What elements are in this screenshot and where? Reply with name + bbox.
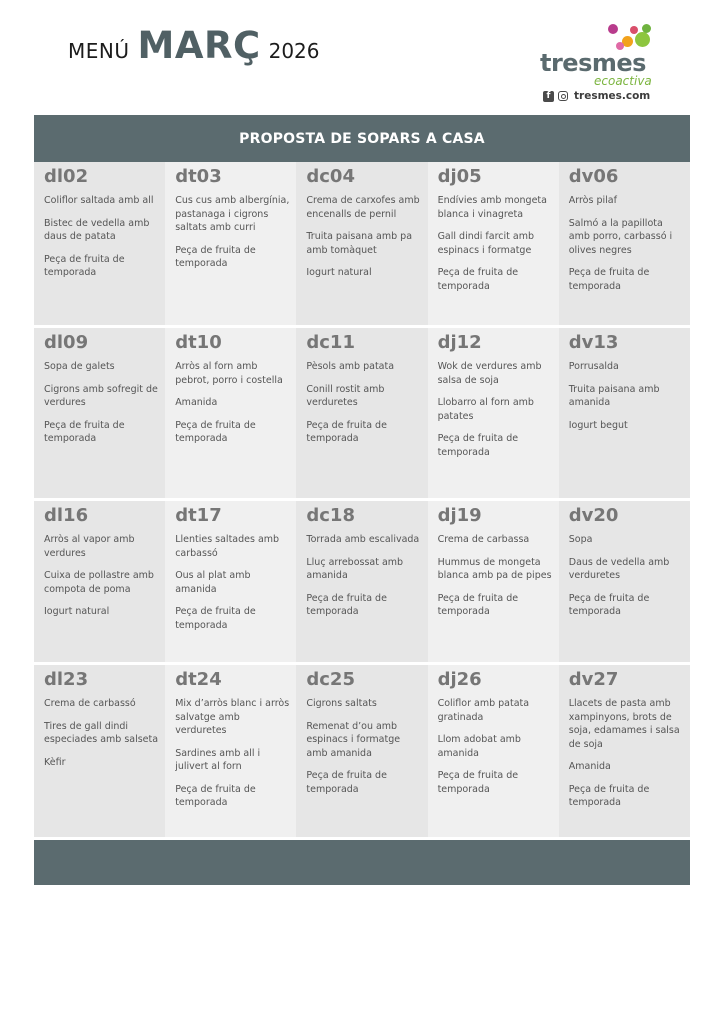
dish: Cuixa de pollastre amb compota de poma: [44, 570, 154, 595]
dish: Peça de fruita de temporada: [437, 267, 519, 292]
dish: Peça de fruita de temporada: [175, 419, 256, 444]
day-cell: [428, 162, 559, 325]
day-cell: [165, 665, 296, 837]
week-row: [34, 501, 690, 665]
day-cell: [165, 328, 296, 498]
dish: Peça de fruita de temporada: [437, 592, 519, 617]
day-label: dc11: [306, 332, 355, 353]
day-cell: [296, 328, 427, 498]
logo-wordmark: tresmes: [540, 49, 646, 77]
day-label: dc25: [306, 669, 355, 690]
dish: Arròs al forn amb pebrot, porro i costella: [175, 361, 283, 386]
dish: Peça de fruita de temporada: [568, 592, 650, 617]
day-label: dj12: [437, 332, 482, 353]
dish: Sopa de galets: [44, 361, 115, 372]
dish: Arròs pilaf: [568, 195, 617, 206]
day-cell: [296, 501, 427, 662]
dish: Conill rostit amb verduretes: [306, 383, 385, 408]
dish: Arròs al vapor amb verdures: [44, 534, 135, 559]
day-label: dl02: [44, 166, 89, 187]
week-row: [34, 665, 690, 840]
title-prefix: MENÚ: [68, 39, 130, 63]
day-label: dv27: [568, 669, 619, 690]
day-label: dt10: [175, 332, 222, 353]
dish: Crema de carxofes amb encenalls de pernil: [306, 195, 420, 220]
dish: Remenat d’ou amb espinacs i formatge amb amanida: [306, 720, 401, 759]
dish: Amanida: [568, 761, 611, 772]
day-cell: [428, 665, 559, 837]
dish: Kèfir: [44, 756, 66, 768]
dish: Peça de fruita de temporada: [306, 592, 387, 617]
instagram-icon[interactable]: [558, 91, 568, 101]
day-label: dv13: [568, 332, 619, 353]
dish: Llom adobat amb amanida: [437, 734, 521, 759]
day-cell: [34, 328, 165, 498]
dish: Daus de vedella amb verduretes: [568, 556, 670, 581]
dish: Bistec de vedella amb daus de patata: [44, 217, 150, 242]
dish: Iogurt natural: [44, 606, 110, 617]
dish: Porrusalda: [568, 361, 619, 372]
dish: Torrada amb escalivada: [306, 534, 420, 545]
day-cell: [34, 665, 165, 837]
facebook-icon[interactable]: f: [543, 91, 554, 102]
dish: Pèsols amb patata: [306, 361, 395, 372]
dish: Llobarro al forn amb patates: [437, 397, 534, 422]
day-cell: [428, 501, 559, 662]
table-header: PROPOSTA DE SOPARS A CASA: [34, 115, 690, 162]
page-title: [68, 24, 320, 74]
day-label: dv20: [568, 505, 619, 526]
dish: Cigrons amb sofregit de verdures: [44, 383, 158, 408]
logo-contact: [543, 90, 650, 102]
day-label: dc18: [306, 505, 355, 526]
dish: Peça de fruita de temporada: [175, 783, 256, 808]
day-label: dj05: [437, 166, 482, 187]
day-label: dl09: [44, 332, 89, 353]
website-link[interactable]: tresmes.com: [574, 90, 651, 102]
dish: Sopa: [568, 534, 593, 545]
brand-logo: [538, 20, 668, 110]
table-footer: [34, 840, 690, 885]
dish: Crema de carbassa: [437, 534, 530, 545]
dish: Llenties saltades amb carbassó: [175, 534, 280, 559]
dish: Salmó a la papillota amb porro, carbassó i olives negres: [568, 217, 673, 256]
dish: Peça de fruita de temporada: [568, 267, 650, 292]
dish: Amanida: [175, 397, 218, 408]
day-cell: [428, 328, 559, 498]
day-cell: [559, 162, 690, 325]
dish: Crema de carbassó: [44, 698, 136, 709]
dish: Peça de fruita de temporada: [306, 419, 387, 444]
day-cell: [559, 501, 690, 662]
dish: Peça de fruita de temporada: [306, 770, 387, 795]
day-label: dt17: [175, 505, 222, 526]
dish: Peça de fruita de temporada: [437, 770, 519, 795]
dish: Peça de fruita de temporada: [175, 244, 256, 269]
dish: Cus cus amb albergínia, pastanaga i cigrons saltats amb curri: [175, 195, 290, 233]
day-cell: [296, 665, 427, 837]
day-label: dt03: [175, 166, 222, 187]
dish: Llacets de pasta amb xampinyons, brots de soja, edamames i salsa de soja: [568, 698, 680, 750]
dish: Wok de verdures amb salsa de soja: [437, 361, 542, 386]
dish: Peça de fruita de temporada: [568, 783, 650, 808]
dish: Cigrons saltats: [306, 698, 377, 709]
day-label: dj26: [437, 669, 482, 690]
day-cell: [559, 328, 690, 498]
dish: Ous al plat amb amanida: [175, 570, 251, 595]
dish: Hummus de mongeta blanca amb pa de pipes: [437, 556, 552, 581]
day-cell: [34, 501, 165, 662]
dish: Iogurt natural: [306, 267, 372, 278]
dish: Iogurt begut: [568, 419, 628, 431]
day-cell: [165, 162, 296, 325]
dish: Sardines amb all i julivert al forn: [175, 747, 261, 772]
dish: Peça de fruita de temporada: [175, 606, 256, 631]
day-label: dc04: [306, 166, 355, 187]
dish: Truita paisana amb amanida: [568, 383, 660, 408]
logo-subtitle: ecoactiva: [594, 74, 652, 88]
dish: Tires de gall dindi especiades amb salseta: [44, 720, 159, 745]
title-month: MARÇ: [137, 24, 261, 67]
dish: Mix d’arròs blanc i arròs salvatge amb verduretes: [175, 698, 290, 736]
dish: Gall dindi farcit amb espinacs i formatge: [437, 231, 535, 256]
day-cell: [559, 665, 690, 837]
dish: Peça de fruita de temporada: [44, 253, 125, 278]
day-label: dt24: [175, 669, 222, 690]
day-cell: [165, 501, 296, 662]
dish: Endívies amb mongeta blanca i vinagreta: [437, 195, 547, 220]
week-row: [34, 328, 690, 501]
day-cell: [34, 162, 165, 325]
day-label: dv06: [568, 166, 619, 187]
dish: Peça de fruita de temporada: [437, 433, 519, 458]
week-row: [34, 162, 690, 328]
dish: Coliflor saltada amb all: [44, 195, 154, 206]
day-cell: [296, 162, 427, 325]
day-label: dl16: [44, 505, 89, 526]
dish: Lluç arrebossat amb amanida: [306, 556, 404, 581]
day-label: dl23: [44, 669, 89, 690]
dish: Coliflor amb patata gratinada: [437, 698, 530, 723]
dish: Peça de fruita de temporada: [44, 419, 125, 444]
dish: Truita paisana amb pa amb tomàquet: [306, 231, 413, 256]
title-year: 2026: [268, 39, 320, 63]
menu-table: [34, 115, 690, 883]
day-label: dj19: [437, 505, 482, 526]
